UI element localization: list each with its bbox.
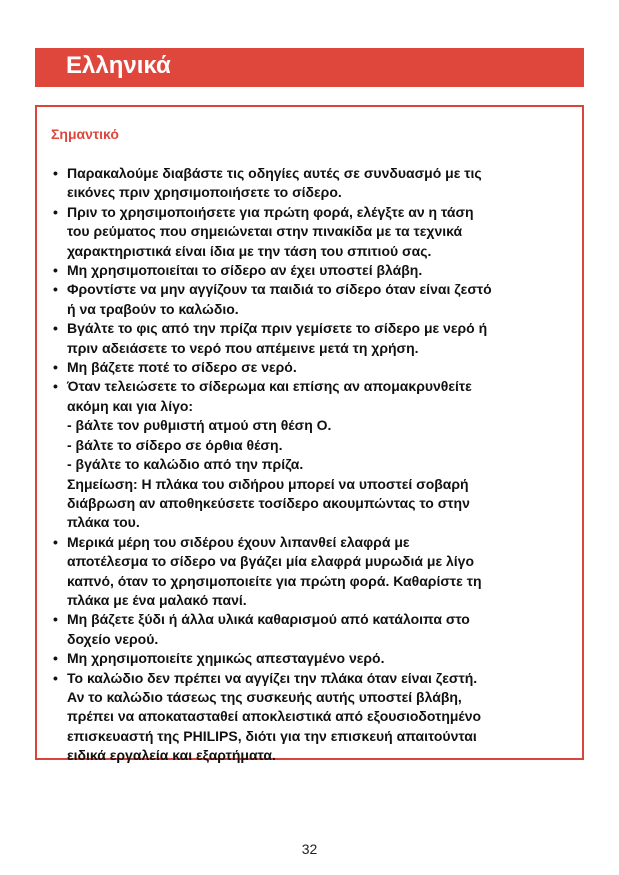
important-notice-box <box>35 105 584 764</box>
list-item-line: - βάλτε το σίδερο σε όρθια θέση. <box>67 436 283 453</box>
list-item-line: πρέπει να αποκατασταθεί αποκλειστικά από εξουσιοδοτημένο <box>67 708 482 725</box>
list-item-line: ειδικά εργαλεία και εξαρτήματα. <box>67 747 276 764</box>
list-item-line: ακόμη και για λίγο: <box>67 397 194 414</box>
list-item <box>53 164 583 203</box>
safety-list <box>53 164 583 766</box>
list-item <box>53 358 583 377</box>
bullet-icon: • <box>53 650 58 667</box>
bullet-icon: • <box>53 359 58 376</box>
list-item <box>53 669 583 766</box>
language-header <box>35 48 584 87</box>
list-item-line: αποτέλεσμα το σίδερο να βγάζει μία ελαφρά μυρωδιά με λίγο <box>67 553 475 570</box>
list-item-line: Μη χρησιμοποιείτε χημικώς απεσταγμένο νερό. <box>67 650 385 667</box>
list-item-line: καπνό, όταν το χρησιμοποιείτε για πρώτη φορά. Καθαρίστε τη <box>67 572 482 589</box>
list-item <box>53 203 583 261</box>
list-item-line: Το καλώδιο δεν πρέπει να αγγίζει την πλάκα όταν είναι ζεστή. <box>67 669 478 686</box>
list-item-line: εικόνες πριν χρησιμοποιήσετε το σίδερο. <box>67 184 342 201</box>
list-item-line: χαρακτηριστικά είναι ίδια με την τάση του σπιτιού σας. <box>67 242 432 259</box>
list-item-line: Βγάλτε το φις από την πρίζα πριν γεμίσετε το σίδερο με νερό ή <box>67 320 488 337</box>
list-item-line: Μη βάζετε ποτέ το σίδερο σε νερό. <box>67 359 297 376</box>
list-item-line: επισκευαστή της PHILIPS, διότι για την επισκευή απαιτούνται <box>67 727 477 744</box>
list-item-line: Παρακαλούμε διαβάστε τις οδηγίες αυτές σε συνδυασμό με τις <box>67 165 482 181</box>
list-item-line: πλάκα του. <box>67 514 140 531</box>
list-item <box>53 261 583 280</box>
list-item-line: ή να τραβούν το καλώδιο. <box>67 300 239 317</box>
important-heading: Σημαντικό <box>51 126 119 142</box>
bullet-icon: • <box>53 281 58 298</box>
bullet-icon: • <box>53 203 58 220</box>
bullet-icon: • <box>53 262 58 279</box>
list-item-line: Σημείωση: Η πλάκα του σιδήρου μπορεί να υποστεί σοβαρή <box>67 475 469 492</box>
bullet-icon: • <box>53 378 58 395</box>
list-item-line: - βάλτε τον ρυθμιστή ατμού στη θέση O. <box>67 417 332 434</box>
list-item-line: Φροντίστε να μην αγγίζουν τα παιδιά το σίδερο όταν είναι ζεστό <box>67 281 492 298</box>
list-item-line: πλάκα με ένα μαλακό πανί. <box>67 591 247 608</box>
list-item-line: διάβρωση αν αποθηκεύσετε τοσίδερο ακουμπώντας το στην <box>67 494 470 511</box>
bullet-icon: • <box>53 533 58 550</box>
list-item <box>53 319 583 358</box>
list-item-line: του ρεύματος που σημειώνεται στην πινακίδα με τα τεχνικά <box>67 223 463 240</box>
list-item-line: - βγάλτε το καλώδιο από την πρίζα. <box>67 456 304 473</box>
bullet-icon: • <box>53 669 58 686</box>
list-item <box>53 610 583 649</box>
list-item <box>53 280 583 319</box>
list-item-line: Όταν τελειώσετε το σίδερωμα και επίσης αν απομακρυνθείτε <box>67 378 472 395</box>
list-item <box>53 649 583 668</box>
list-item-line: Αν το καλώδιο τάσεως της συσκευής αυτής υποστεί βλάβη, <box>67 688 462 705</box>
bullet-icon: • <box>53 165 58 181</box>
list-item-line: πριν αδειάσετε το νερό που απέμεινε μετά τη χρήση. <box>67 339 419 356</box>
list-item <box>53 377 583 532</box>
bullet-icon: • <box>53 320 58 337</box>
list-item <box>53 533 583 611</box>
list-item-line: Μη χρησιμοποιείται το σίδερο αν έχει υποστεί βλάβη. <box>67 262 423 279</box>
list-item-line: δοχείο νερού. <box>67 630 159 647</box>
list-item-line: Πριν το χρησιμοποιήσετε για πρώτη φορά, ελέγξτε αν η τάση <box>67 203 474 220</box>
list-item-line: Μερικά μέρη του σιδέρου έχουν λιπανθεί ελαφρά με <box>67 533 410 550</box>
page-number: 32 <box>301 841 318 857</box>
language-title: Ελληνικά <box>66 52 171 79</box>
list-item-line: Μη βάζετε ξύδι ή άλλα υλικά καθαρισμού από κατάλοιπα στο <box>67 611 470 628</box>
bullet-icon: • <box>53 611 58 628</box>
